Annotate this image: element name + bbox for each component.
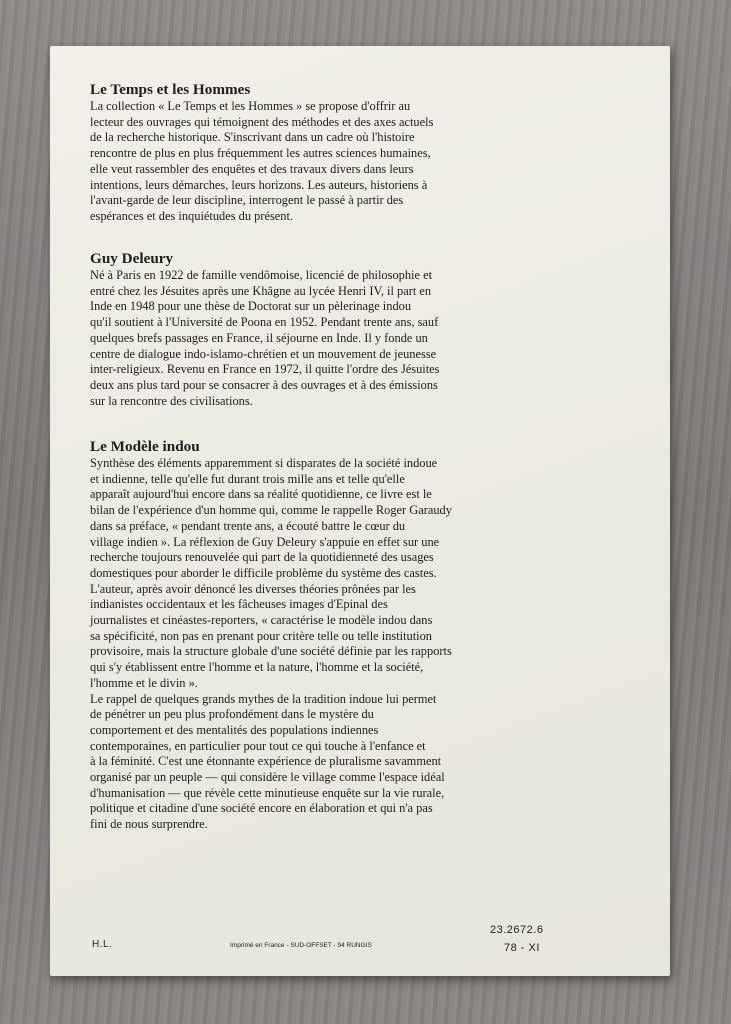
- text-line: sa spécificité, non pas en prenant pour critère telle ou telle institution: [90, 628, 433, 643]
- section-collection: [90, 81, 570, 225]
- printer-imprint: Imprimé en France - SUD-OFFSET - 94 RUNGIS: [230, 942, 372, 949]
- text-line: journalistes et cinéastes-reporters, « caractérise le modèle indou dans: [90, 613, 433, 628]
- text-line: lecteur des ouvrages qui témoignent des méthodes et des axes actuels: [90, 114, 434, 129]
- text-line: provisoire, mais la structure globale d'une société définie par les rapports: [90, 644, 452, 659]
- text-line: contemporaines, en particulier pour tout ce qui touche à l'enfance et: [90, 738, 426, 753]
- text-line: centre de dialogue indo-islamo-chrétien et un mouvement de jeunesse: [90, 346, 437, 361]
- text-line: apparaît aujourd'hui encore dans sa réalité quotidienne, ce livre est le: [90, 487, 432, 502]
- text-line: fini de nous surprendre.: [90, 817, 208, 832]
- text-line: de la recherche historique. S'inscrivant dans un cadre où l'histoire: [90, 130, 415, 145]
- text-line: L'auteur, après avoir dénoncé les diverses théories prônées par les: [90, 581, 416, 596]
- text-line: l'avant-garde de leur discipline, interrogent le passé à partir des: [90, 193, 404, 208]
- text-line: village indien ». La réflexion de Guy Deleury s'appuie en effet sur une: [90, 534, 440, 549]
- section-title: Le Temps et les Hommes: [90, 81, 251, 98]
- text-line: deux ans plus tard pour se consacrer à des ouvrages et à des émissions: [90, 377, 438, 392]
- text-line: bilan de l'expérience d'un homme qui, comme le rappelle Roger Garaudy: [90, 503, 452, 518]
- text-line: indianistes occidentaux et les fâcheuses images d'Epinal des: [90, 597, 388, 612]
- text-line: Le rappel de quelques grands mythes de la tradition indoue lui permet: [90, 691, 437, 706]
- text-line: quelques brefs passages en France, il séjourne en Inde. Il y fonde un: [90, 330, 428, 345]
- publisher-initials: H.L.: [92, 939, 113, 950]
- text-line: entré chez les Jésuites après une Khâgne au lycée Henri IV, il part en: [90, 283, 432, 298]
- section-body: [90, 456, 570, 833]
- text-line: et indienne, telle qu'elle fut durant trois mille ans et telle qu'elle: [90, 471, 405, 486]
- text-line: intentions, leurs démarches, leurs horizons. Les auteurs, historiens à: [90, 177, 428, 192]
- text-line: elle veut rassembler des enquêtes et des travaux divers dans leurs: [90, 161, 414, 176]
- section-title: Le Modèle indou: [90, 438, 200, 455]
- section-author: [90, 250, 570, 409]
- catalog-code: 23.2672.6: [490, 924, 544, 936]
- text-line: l'homme et le divin ».: [90, 675, 198, 690]
- book-back-cover: [50, 46, 670, 976]
- text-line: Inde en 1948 pour une thèse de Doctorat sur un pèlerinage indou: [90, 299, 412, 314]
- text-line: Né à Paris en 1922 de famille vendômoise, licencié de philosophie et: [90, 268, 433, 282]
- text-line: rencontre de plus en plus fréquemment les autres sciences humaines,: [90, 146, 431, 161]
- text-line: recherche toujours renouvelée qui part de la quotidienneté des usages: [90, 550, 434, 565]
- section-body: [90, 99, 570, 225]
- text-line: comportement et des mentalités des populations indiennes: [90, 722, 379, 737]
- text-line: dans sa préface, « pendant trente ans, a écouté battre le cœur du: [90, 518, 406, 533]
- text-line: sur la rencontre des civilisations.: [90, 393, 253, 408]
- section-body: [90, 268, 570, 409]
- text-line: Synthèse des éléments apparemment si disparates de la société indoue: [90, 456, 438, 470]
- section-title: Guy Deleury: [90, 250, 174, 267]
- text-line: inter-religieux. Revenu en France en 1972, il quitte l'ordre des Jésuites: [90, 362, 440, 377]
- text-line: espérances et des inquiétudes du présent.: [90, 208, 293, 223]
- text-line: organisé par un peuple — qui considère le village comme l'espace idéal: [90, 770, 445, 785]
- text-line: qui s'y établissent entre l'homme et la nature, l'homme et la société,: [90, 660, 424, 675]
- text-line: à la féminité. C'est une étonnante expérience de pluralisme savamment: [90, 754, 442, 769]
- edition-code: 78 - XI: [504, 942, 540, 954]
- section-book: [90, 438, 570, 833]
- text-line: politique et citadine d'une société encore en élaboration et qui n'a pas: [90, 801, 433, 816]
- text-line: d'humanisation — que révèle cette minutieuse enquête sur la vie rurale,: [90, 785, 445, 800]
- text-line: La collection « Le Temps et les Hommes » se propose d'offrir au: [90, 99, 411, 113]
- text-line: domestiques pour aborder le difficile problème du système des castes.: [90, 565, 437, 580]
- text-line: qu'il soutient à l'Université de Poona en 1952. Pendant trente ans, sauf: [90, 315, 439, 330]
- text-line: de pénétrer un peu plus profondément dans le mystère du: [90, 707, 374, 722]
